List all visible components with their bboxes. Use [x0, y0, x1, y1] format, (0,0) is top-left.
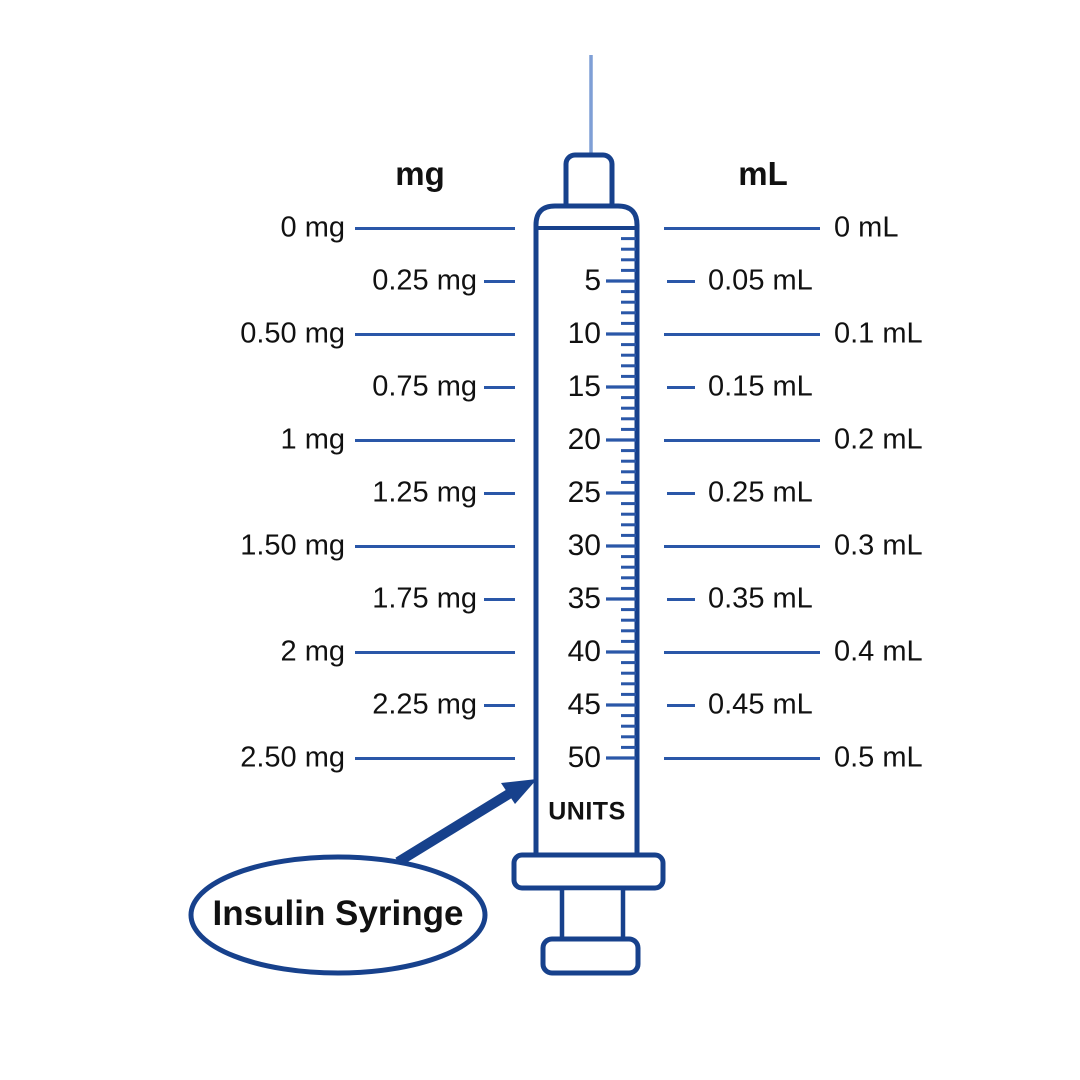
mg-scale-line: [355, 651, 515, 654]
mg-scale-line: [355, 757, 515, 760]
mg-label: 2.50 mg: [240, 741, 345, 774]
ml-label: 0.35 mL: [708, 582, 813, 615]
syringe-flange: [514, 855, 663, 888]
ml-label: 0.1 mL: [834, 317, 923, 350]
mg-scale-line: [355, 439, 515, 442]
units-label: UNITS: [548, 797, 626, 826]
ml-scale-dash: [667, 386, 695, 389]
barrel-unit-number: 35: [567, 582, 601, 615]
plunger-end-cap: [543, 939, 638, 973]
mg-scale-dash: [484, 280, 515, 283]
mg-scale-line: [355, 227, 515, 230]
mg-label: 0.25 mg: [372, 264, 477, 297]
mg-label: 2 mg: [280, 635, 345, 668]
mg-label: 2.25 mg: [372, 688, 477, 721]
ml-label: 0.4 mL: [834, 635, 923, 668]
mg-scale-dash: [484, 386, 515, 389]
ml-scale-line: [664, 227, 820, 230]
ml-label: 0.25 mL: [708, 476, 813, 509]
ml-label: 0 mL: [834, 211, 899, 244]
barrel-unit-number: 20: [567, 423, 601, 456]
ml-scale-dash: [667, 280, 695, 283]
ml-scale-dash: [667, 598, 695, 601]
ml-scale-line: [664, 439, 820, 442]
mg-scale-line: [355, 545, 515, 548]
barrel-unit-number: 25: [567, 476, 601, 509]
barrel-unit-number: 50: [567, 741, 601, 774]
plunger-rod: [562, 888, 623, 941]
barrel-unit-number: 15: [567, 370, 601, 403]
mg-column-header: mg: [395, 155, 445, 192]
barrel-unit-number: 40: [567, 635, 601, 668]
mg-scale-line: [355, 333, 515, 336]
barrel-unit-number: 5: [584, 264, 601, 297]
callout-arrow-shaft: [398, 792, 512, 862]
ml-scale-dash: [667, 704, 695, 707]
ml-scale-line: [664, 651, 820, 654]
mg-label: 1 mg: [280, 423, 345, 456]
ml-label: 0.45 mL: [708, 688, 813, 721]
ml-scale-dash: [667, 492, 695, 495]
ml-label: 0.2 mL: [834, 423, 923, 456]
ml-column-header: mL: [738, 155, 788, 192]
mg-label: 1.25 mg: [372, 476, 477, 509]
mg-scale-dash: [484, 704, 515, 707]
mg-label: 0.50 mg: [240, 317, 345, 350]
ml-label: 0.05 mL: [708, 264, 813, 297]
mg-label: 1.75 mg: [372, 582, 477, 615]
barrel-unit-number: 30: [567, 529, 601, 562]
callout-label: Insulin Syringe: [212, 894, 464, 933]
needle-hub: [566, 155, 612, 212]
mg-label: 0 mg: [280, 211, 345, 244]
mg-scale-dash: [484, 492, 515, 495]
barrel-unit-number: 45: [567, 688, 601, 721]
ml-scale-line: [664, 545, 820, 548]
ml-label: 0.3 mL: [834, 529, 923, 562]
ml-scale-line: [664, 333, 820, 336]
mg-label: 0.75 mg: [372, 370, 477, 403]
barrel-unit-number: 10: [567, 317, 601, 350]
ml-scale-line: [664, 757, 820, 760]
ml-label: 0.5 mL: [834, 741, 923, 774]
mg-scale-dash: [484, 598, 515, 601]
mg-label: 1.50 mg: [240, 529, 345, 562]
ml-label: 0.15 mL: [708, 370, 813, 403]
